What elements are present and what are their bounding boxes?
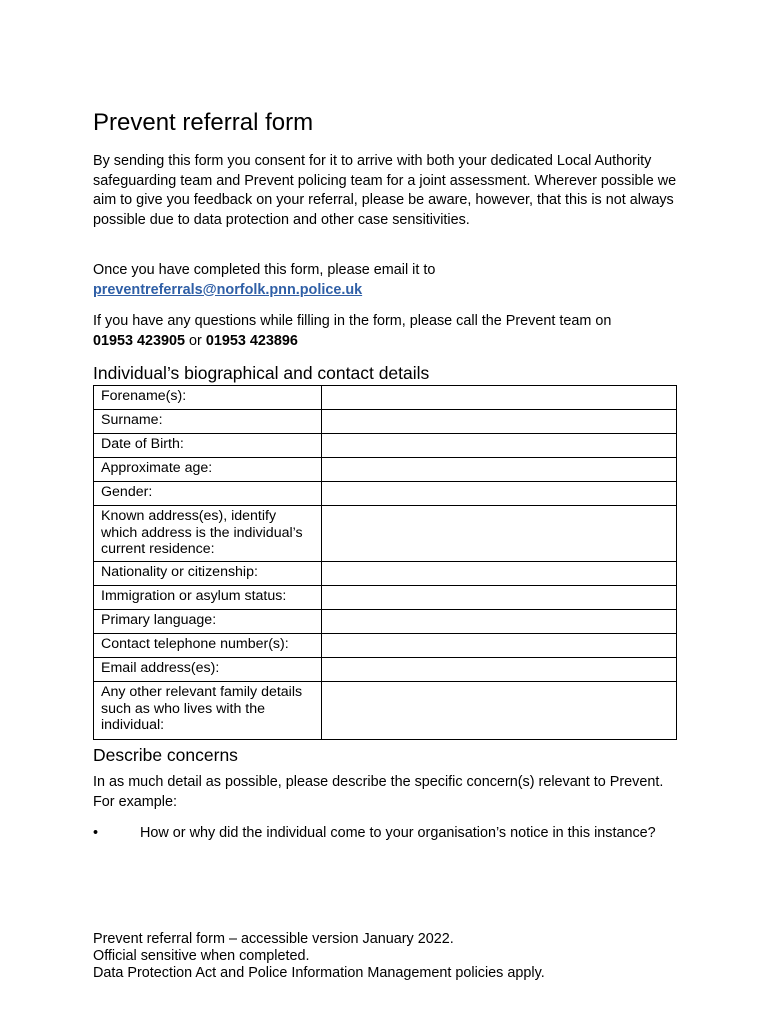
concerns-list [93,824,677,844]
table-row [94,482,677,506]
email-instructions [93,261,677,300]
field-label: Email address(es): [94,658,322,682]
table-row [94,658,677,682]
table-row [94,562,677,586]
field-label: Date of Birth: [94,434,322,458]
section-heading-concerns: Describe concerns [93,745,238,765]
field-label: Immigration or asylum status: [94,586,322,610]
surname-input-cell[interactable] [322,410,677,434]
intro-paragraph: By sending this form you consent for it to arrive with both your dedicated Local Authority safeguarding team and Prevent policing team for a joint assessment. Wherever possible we aim to give you feedback on your referral, please be aware, however, that this is not always possible due to data protection and other case sensitivities. [93,153,677,228]
table-row [94,458,677,482]
questions-text: If you have any questions while filling in the form, please call the Prevent team on [93,313,612,329]
date-of-birth-input-cell[interactable] [322,434,677,458]
list-item [93,824,677,844]
telephone-input-cell[interactable] [322,634,677,658]
phone-number-1: 01953 423905 [93,332,186,349]
field-label: Surname: [94,410,322,434]
email-input-cell[interactable] [322,658,677,682]
table-row [94,386,677,410]
field-label: Known address(es), identify which address is the individual’s current residence: [94,506,322,562]
email-link[interactable]: preventreferrals@norfolk.pnn.police.uk [93,281,363,298]
field-label: Any other relevant family details such as who lives with the individual: [94,682,322,740]
table-row [94,586,677,610]
table-row [94,434,677,458]
gender-input-cell[interactable] [322,482,677,506]
questions-paragraph [93,312,677,351]
table-row [94,682,677,740]
footer-line: Official sensitive when completed. [93,948,310,964]
table-row [94,610,677,634]
biographical-details-table [93,385,677,740]
list-item-text: How or why did the individual come to your organisation’s notice in this instance? [140,825,656,841]
field-label: Gender: [94,482,322,506]
forename-input-cell[interactable] [322,386,677,410]
bullet-icon: • [93,825,99,841]
family-details-input-cell[interactable] [322,682,677,740]
or-text: or [189,332,202,349]
field-label: Forename(s): [94,386,322,410]
field-label: Nationality or citizenship: [94,562,322,586]
footer-line: Prevent referral form – accessible version January 2022. [93,931,454,947]
page-footer [93,931,545,982]
nationality-input-cell[interactable] [322,562,677,586]
table-row [94,410,677,434]
table-row [94,506,677,562]
field-label: Contact telephone number(s): [94,634,322,658]
page-title: Prevent referral form [93,109,314,136]
address-input-cell[interactable] [322,506,677,562]
immigration-status-input-cell[interactable] [322,586,677,610]
approximate-age-input-cell[interactable] [322,458,677,482]
field-label: Approximate age: [94,458,322,482]
phone-number-2: 01953 423896 [205,332,298,349]
table-row [94,634,677,658]
footer-line: Data Protection Act and Police Information Management policies apply. [93,965,545,981]
field-label: Primary language: [94,610,322,634]
concerns-intro: In as much detail as possible, please describe the specific concern(s) relevant to Prevent. For example: [93,774,664,810]
primary-language-input-cell[interactable] [322,610,677,634]
email-prompt: Once you have completed this form, please email it to [93,262,436,278]
section-heading-biographical: Individual’s biographical and contact details [93,363,430,383]
